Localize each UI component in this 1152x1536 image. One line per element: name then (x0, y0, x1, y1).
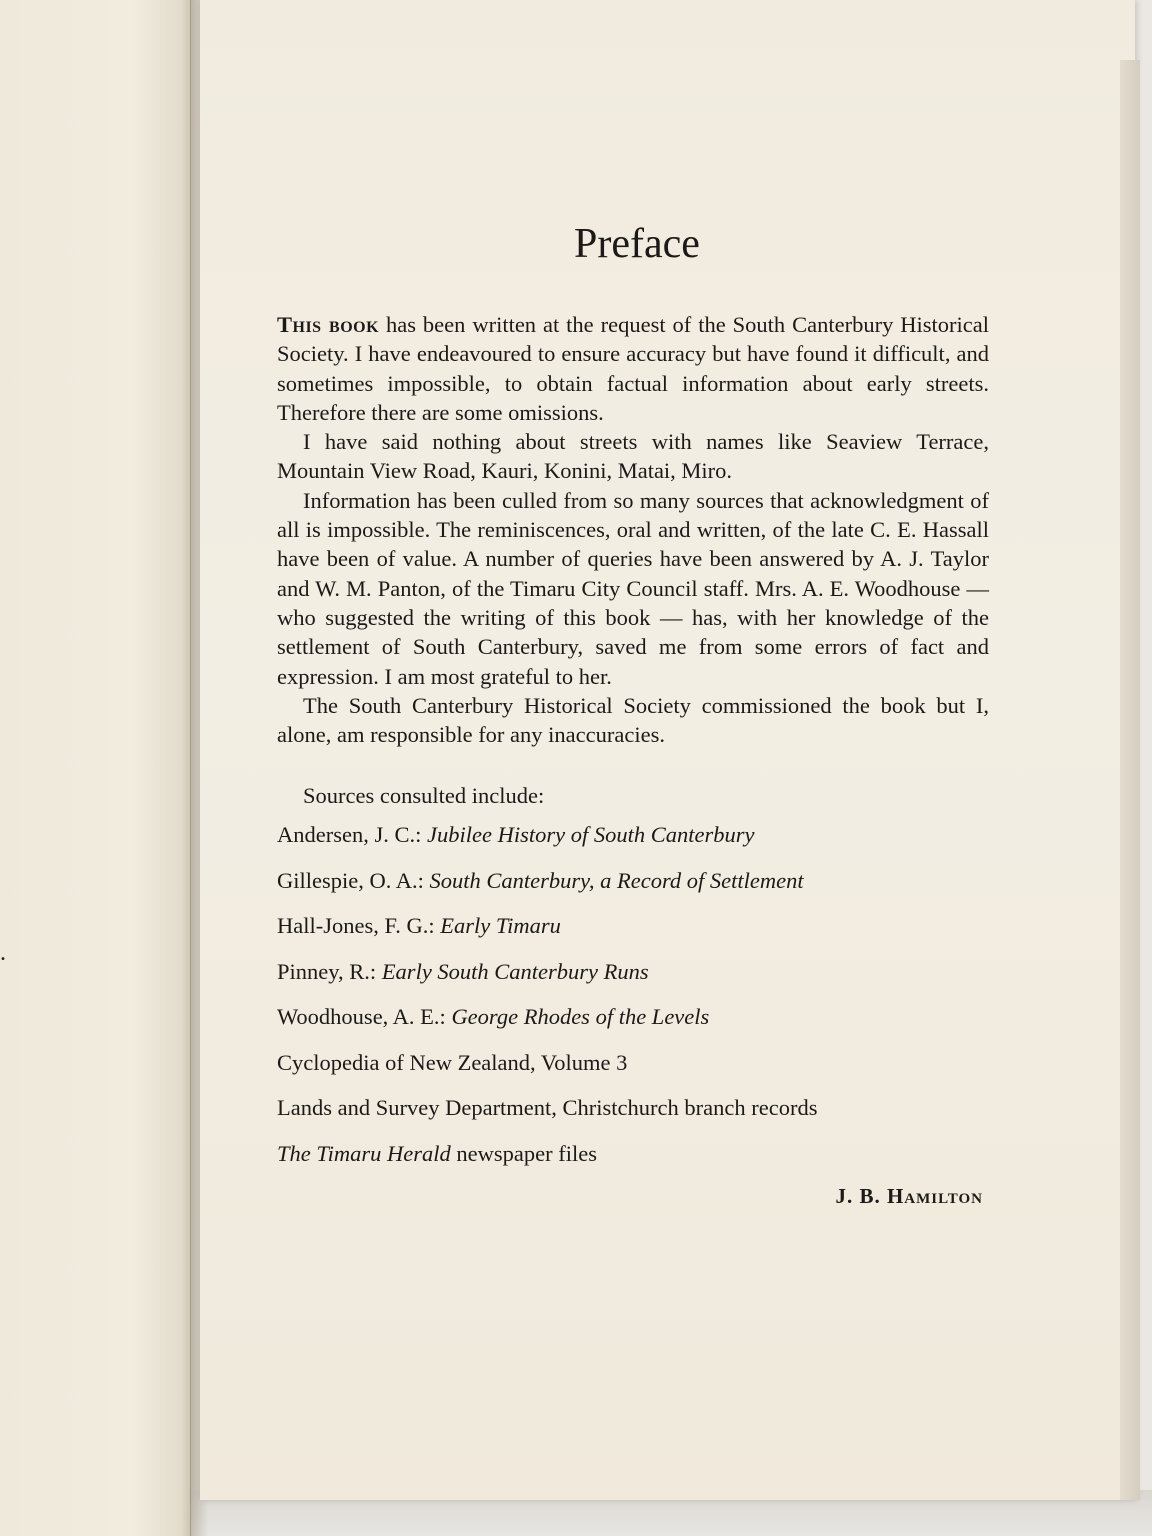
preface-paragraph: Information has been culled from so many sources that acknowledgment of all is impossible. The reminiscences, oral and written, of the late C. E. Hassall have been of value. A number of queries have been answered by A. J. Taylor and W. M. Panton, of the Timaru City Council staff. Mrs. A. E. Woodhouse — who suggested the writing of this book — has, with her knowledge of the settlement of South Canterbury, saved me from some errors of fact and expression. I am most grateful to her. (277, 487, 989, 689)
page-edge (1120, 60, 1140, 1500)
source-item (277, 1093, 989, 1122)
source-item (277, 1002, 989, 1031)
preface-paragraph: The South Canterbury Historical Society commissioned the book but I, alone, am responsible for any inaccuracies. (277, 692, 989, 748)
paragraph-text: has been written at the request of the South Canterbury Historical Society. I have endeavoured to ensure accuracy but have found it difficult, and sometimes impossible, to obtain factual information about early streets. Therefore there are some omissions. (277, 312, 989, 425)
left-facing-page (0, 0, 191, 1536)
source-author: Pinney, R.: (277, 958, 382, 984)
source-author: Lands and Survey Department, Christchurch branch records (277, 1095, 818, 1121)
author-signature: J. B. Hamilton (835, 1184, 983, 1209)
source-item (277, 1139, 989, 1168)
source-item (277, 911, 989, 940)
source-author: Woodhouse, A. E.: (277, 1004, 452, 1030)
preface-paragraph (277, 310, 989, 427)
source-title: Early Timaru (440, 913, 561, 939)
preface-text-block (277, 220, 989, 1209)
source-suffix: newspaper files (450, 1140, 597, 1166)
preface-paragraph: I have said nothing about streets with names like Seaview Terrace, Mountain View Road, Kauri, Konini, Matai, Miro. (277, 429, 989, 484)
source-item (277, 957, 989, 986)
source-title: Jubilee History of South Canterbury (427, 822, 755, 848)
source-author: Andersen, J. C.: (277, 822, 427, 848)
source-item (277, 1048, 989, 1077)
page-title: Preface (574, 221, 700, 267)
source-author: Gillespie, O. A.: (277, 867, 430, 893)
source-title: Early South Canterbury Runs (381, 958, 649, 984)
source-title: The Timaru Herald (277, 1140, 451, 1166)
source-author: Hall-Jones, F. G.: (277, 913, 441, 939)
source-item (277, 866, 989, 895)
source-title: George Rhodes of the Levels (451, 1004, 710, 1030)
source-author: Cyclopedia of New Zealand, Volume 3 (277, 1049, 628, 1075)
source-item (277, 820, 989, 849)
sources-list (277, 820, 989, 1168)
sources-heading: Sources consulted include: (303, 783, 545, 809)
paragraph-lead-words: This book (277, 312, 380, 337)
source-title: South Canterbury, a Record of Settlement (429, 867, 804, 893)
left-page-edge-mark: . (0, 940, 6, 966)
